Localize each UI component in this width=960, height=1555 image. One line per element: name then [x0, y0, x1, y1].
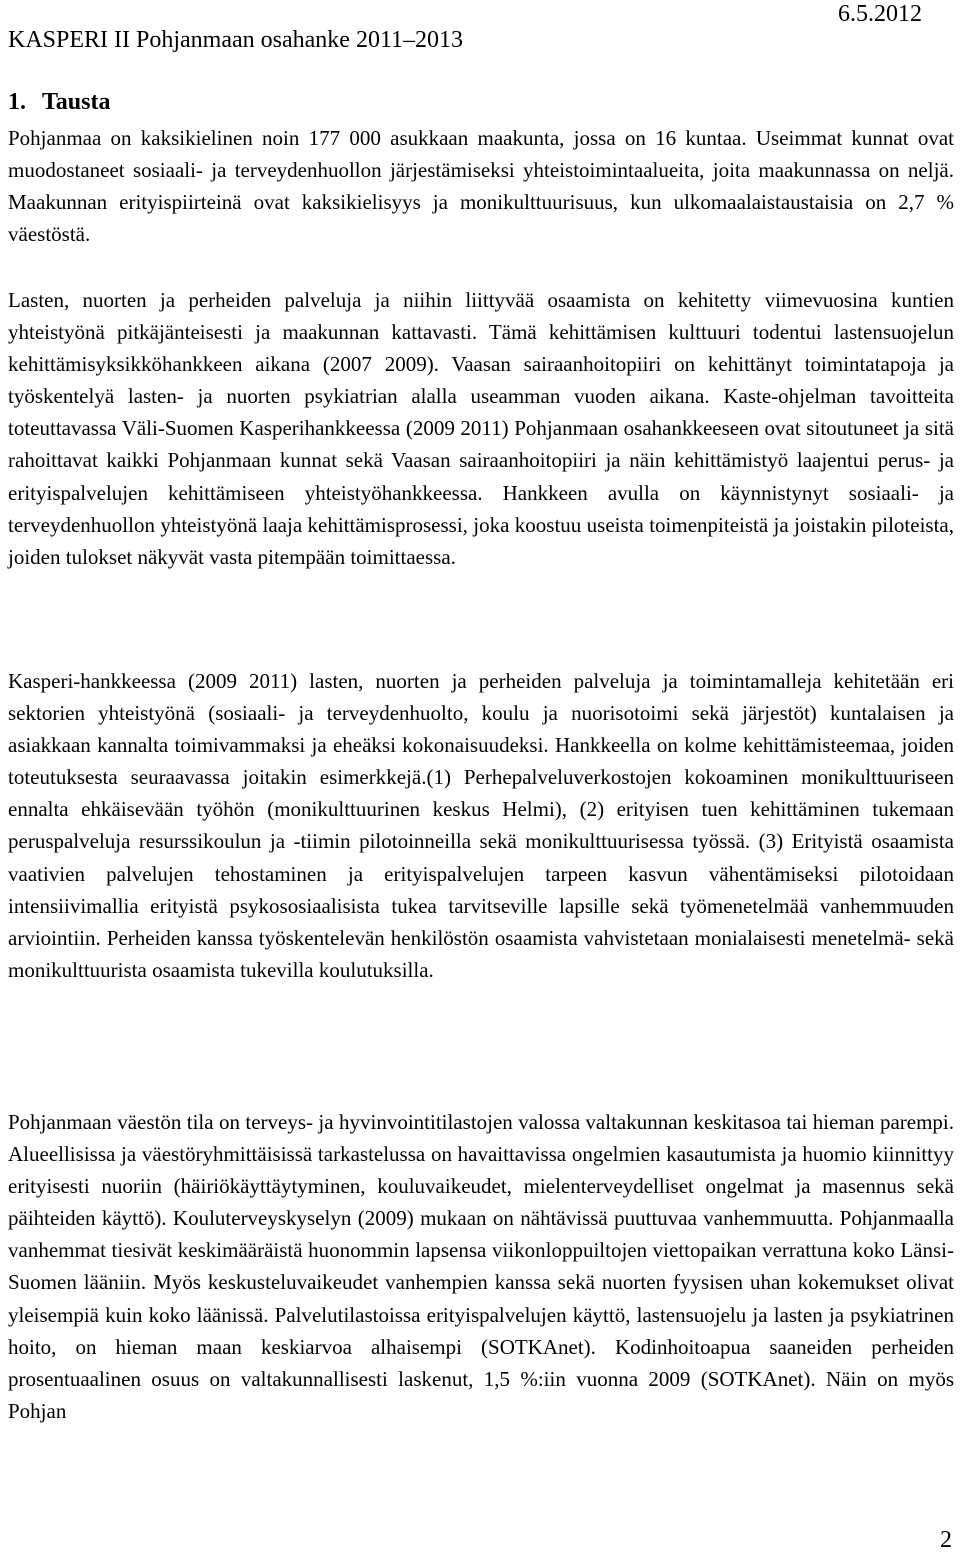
document-title: KASPERI II Pohjanmaan osahanke 2011–2013	[8, 27, 464, 53]
section-title: Tausta	[42, 89, 111, 115]
paragraph-services: Lasten, nuorten ja perheiden palveluja ja niihin liittyvää osaamista on kehitetty viimevuosina kuntien yhteistyönä pitkäjänteisesti ja maakunnan kattavasti. Tämä kehittämisen kulttuuri todentui lastensuojelun kehittämisyksikköhankkeen aikana (2007 2009). Vaasan sairaanhoitopiiri on kehittänyt toimintatapoja ja työskentelyä lasten- ja nuorten psykiatrian alalla useamman vuoden aikana. Kaste-ohjelman tavoitteita toteuttavassa Väli-Suomen Kasperihankkeessa (2009 2011) Pohjanmaan osahankkeeseen ovat sitoutuneet ja sitä rahoittavat kaikki Pohjanmaan kunnat sekä Vaasan sairaanhoitopiiri ja näin kehittämistyö laajentui perus- ja erityispalvelujen kehittämiseen yhteistyöhankkeessa. Hankkeen avulla on käynnistynyt sosiaali- ja terveydenhuollon yhteistyönä laaja kehittämisprosessi, joka koostuu useista toimenpiteistä ja joistakin piloteista, joiden tulokset näkyvät vasta pitempään toimittaessa.	[8, 288, 954, 569]
section-heading	[8, 88, 110, 116]
paragraph-kasperi: Kasperi-hankkeessa (2009 2011) lasten, nuorten ja perheiden palveluja ja toimintamalleja kehitetään eri sektorien yhteistyönä (sosiaali- ja terveydenhuolto, koulu ja nuorisotoimi sekä järjestöt) kuntalaisen ja asiakkaan kannalta toimivammaksi ja eheäksi kokonaisuudeksi. Hankkeella on kolme kehittämisteemaa, joiden toteutuksesta seuraavassa joitakin esimerkkejä.(1) Perhepalveluverkostojen kokoaminen monikulttuuriseen ennalta ehkäisevään työhön (monikulttuurinen keskus Helmi), (2) erityisen tuen kehittäminen tukemaan peruspalveluja resurssikoulun ja -tiimin pilotoinneilla sekä monikulttuurisessa työssä. (3) Erityistä osaamista vaativien palvelujen tehostaminen ja erityispalvelujen tarpeen kasvun vähentämiseksi pilotoidaan intensiivimallia erityistä psykososiaalisista tukea tarvitseville lapsille sekä työmenetelmää vanhemmuuden arviointiin. Perheiden kanssa työskentelevän henkilöstön osaamista vahvistetaan monialaisesti menetelmä- sekä monikulttuurista osaamista tukevilla koulutuksilla.	[8, 669, 954, 982]
document-date: 6.5.2012	[838, 1, 922, 27]
paragraph-intro: Pohjanmaa on kaksikielinen noin 177 000 asukkaan maakunta, jossa on 16 kuntaa. Useimmat kunnat ovat muodostaneet sosiaali- ja terveydenhuollon järjestämiseksi yhteistoimintaalueita, joita maakunnassa on neljä. Maakunnan erityispiirteinä ovat kaksikielisyys ja monikulttuurisuus, kun ulkomaalaistaustaisia on 2,7 % väestöstä.	[8, 126, 954, 247]
page-number: 2	[940, 1527, 952, 1553]
paragraph-population: Pohjanmaan väestön tila on terveys- ja hyvinvointitilastojen valossa valtakunnan keskitasoa tai hieman parempi. Alueellisissa ja väestöryhmittäisissä tarkastelussa on havaittavissa ongelmien kasautumista ja huomio kiinnittyy erityisesti nuoriin (häiriökäyttäytyminen, kouluvaikeudet, mielenterveydelliset ongelmat ja masennus sekä päihteiden käyttö). Kouluterveyskyselyn (2009) mukaan on nähtävissä puuttuvaa vanhemmuutta. Pohjanmaalla vanhemmat tiesivät keskimääräistä huonommin lapsensa viikonloppuiltojen viettopaikan verrattuna koko Länsi-Suomen lääniin. Myös keskusteluvaikeudet vanhempien kanssa sekä nuorten fyysisen uhan kokemukset olivat yleisempiä kuin koko läänissä. Palvelutilastoissa erityispalvelujen käyttö, lastensuojelu ja lasten ja psykiatrinen hoito, on hieman maan keskiarvoa alhaisempi (SOTKAnet). Kodinhoitoapua saaneiden perheiden prosentuaalinen osuus on valtakunnallisesti laskenut, 1,5 %:iin vuonna 2009 (SOTKAnet). Näin on myös Pohjan	[8, 1110, 954, 1423]
section-number: 1.	[8, 89, 26, 115]
